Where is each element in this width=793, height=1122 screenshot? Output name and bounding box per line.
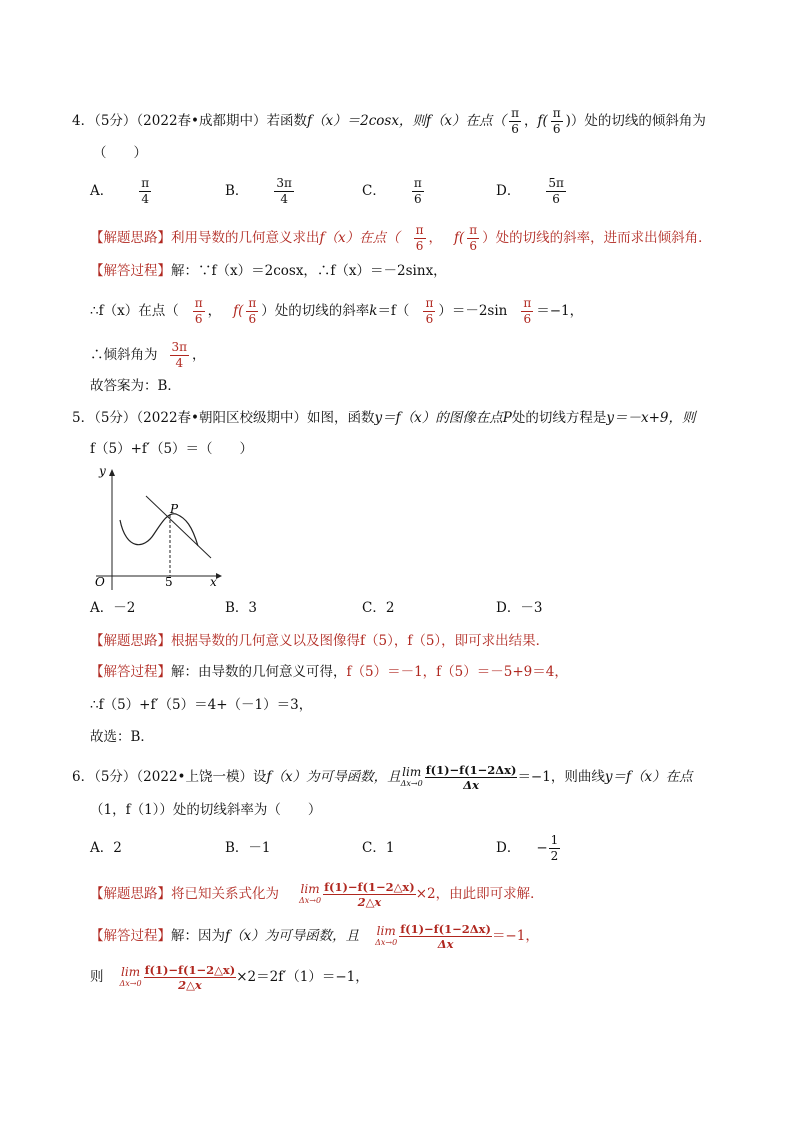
q4-option-d — [496, 176, 569, 207]
separator: ， — [207, 303, 222, 319]
stem-eq: y＝－x+9，则 — [606, 410, 696, 426]
option-label: A． — [90, 600, 114, 616]
q6-option-d — [496, 833, 563, 864]
option-value: 1 — [385, 840, 395, 856]
idea-tag: 【解题思路】 — [90, 230, 171, 246]
numerator: π — [523, 296, 532, 310]
q4-pi-over-6-arg — [551, 106, 563, 137]
q4-pi-over-6 — [509, 106, 521, 137]
denominator: 4 — [280, 192, 288, 206]
numerator: π — [511, 106, 519, 120]
denominator: 4 — [175, 356, 184, 370]
option-label: D． — [496, 183, 521, 199]
q6-stem — [72, 763, 693, 792]
stem-text: 5．（5分）（2022春•朝阳区校级期中）如图，函数 — [72, 410, 375, 426]
q4-stem-end: )）处的切线的倾斜角为 — [565, 113, 706, 129]
lim-word: lim — [300, 881, 320, 896]
numerator: π — [415, 223, 424, 237]
tangent-line — [146, 496, 211, 558]
denominator: 2△x — [178, 978, 202, 992]
q4-stem-text: 4．（5分）（2022春•成都期中）若函数 — [72, 113, 307, 129]
text: ＝f（ — [377, 303, 410, 319]
option-label: C． — [362, 840, 386, 856]
frac — [170, 340, 190, 371]
y-axis-arrow — [109, 469, 115, 476]
q6-solution-process — [90, 922, 539, 951]
denominator: 6 — [425, 312, 434, 326]
frac — [193, 296, 205, 327]
y-axis-label: y — [99, 464, 106, 478]
q5-process-line2: ∴f（5）+f′（5）＝4+（－1）＝3， — [90, 697, 313, 713]
option-frac — [139, 176, 151, 207]
idea-text: 利用导数的几何意义求出 — [171, 230, 320, 246]
option-value: －1 — [248, 840, 271, 856]
text: 则 — [90, 969, 104, 985]
stem-func: f（x）为可导函数，且 — [266, 769, 401, 785]
q6-limit — [400, 764, 423, 789]
option-value: 2 — [113, 840, 122, 856]
q5-answer: 故选：B． — [90, 729, 154, 745]
numerator: π — [469, 223, 478, 237]
q4-stem — [72, 106, 706, 137]
option-value: －2 — [113, 600, 136, 616]
denominator: 6 — [552, 122, 561, 136]
x-axis-arrow — [216, 573, 222, 579]
option-label: A． — [90, 183, 114, 199]
q5-stem-line2: f（5）+f′（5）＝（ ） — [90, 441, 254, 457]
option-label: C． — [362, 600, 386, 616]
q4-option-b — [225, 176, 297, 207]
q4-paren: （ ） — [93, 145, 147, 161]
q4-option-c — [362, 176, 427, 207]
stem-curve: y＝f（x）在点 — [604, 769, 693, 785]
process-value: ＝−1， — [491, 928, 539, 944]
text: ×2＝2f′（1）＝−1， — [236, 969, 369, 985]
k-var: k — [369, 303, 378, 319]
process-limit-frac — [399, 922, 492, 951]
option-sign: − — [536, 840, 548, 856]
frac — [423, 296, 435, 327]
idea-limit — [299, 881, 322, 906]
frac — [414, 223, 426, 254]
line2-limit — [119, 964, 142, 989]
lim-word: lim — [402, 764, 422, 779]
option-label: A． — [90, 840, 114, 856]
q5-function-graph — [88, 462, 228, 590]
numerator: π — [248, 296, 257, 310]
q5-option-a — [90, 599, 135, 617]
q4-solution-idea — [90, 223, 712, 254]
denominator: 2 — [550, 849, 559, 863]
numerator: π — [552, 106, 561, 120]
stem-text: 6．（5分）（2022•上饶一模）设 — [72, 769, 267, 785]
idea-end: ）处的切线的斜率，进而求出倾斜角． — [482, 230, 712, 246]
option-value: 3 — [248, 600, 258, 616]
q4-option-a — [90, 176, 154, 207]
stem-text: 处的切线方程是 — [511, 410, 607, 426]
line2-limit-frac — [144, 963, 237, 992]
q5-option-c — [362, 599, 394, 617]
q6-solution-idea — [90, 880, 544, 909]
denominator: 6 — [523, 312, 532, 326]
option-frac — [546, 176, 566, 207]
idea-end: ×2，由此即可求解． — [415, 886, 544, 902]
frac — [246, 296, 258, 327]
text: ）处的切线的斜率 — [261, 303, 370, 319]
lim-sub: Δx→0 — [299, 895, 322, 905]
option-value: －3 — [520, 600, 543, 616]
idea-limit-frac — [323, 880, 416, 909]
numerator: π — [425, 296, 434, 310]
denominator: Δx — [437, 937, 454, 951]
numerator: 3π — [276, 176, 292, 190]
point-p-label: P — [170, 502, 179, 516]
option-label: B． — [225, 840, 249, 856]
numerator: 5π — [548, 176, 564, 190]
process-text: f（x）为可导函数，且 — [225, 928, 360, 944]
f-open: f( — [233, 303, 244, 319]
q5-option-b — [225, 599, 257, 617]
q6-option-b — [225, 839, 271, 857]
numerator: π — [141, 176, 150, 190]
option-label: D． — [496, 840, 521, 856]
q6-option-c — [362, 839, 394, 857]
denominator: 4 — [141, 192, 150, 206]
lim-word: lim — [121, 964, 141, 979]
stem-func: y＝f（x）的图像在点 — [374, 410, 503, 426]
denominator: 6 — [248, 312, 257, 326]
option-label: D． — [496, 600, 521, 616]
lim-sub: Δx→0 — [119, 978, 142, 988]
origin-label: O — [95, 575, 105, 589]
stem-text: ＝−1，则曲线 — [517, 769, 605, 785]
denominator: 6 — [552, 192, 560, 206]
frac — [521, 296, 533, 327]
q4-function: f（x）＝2cosx，则 — [307, 113, 426, 129]
denominator: 6 — [413, 192, 422, 206]
idea-text: 根据导数的几何意义以及图像得f（5），f（5），即可求出结果． — [171, 633, 550, 649]
lim-word: lim — [376, 923, 396, 938]
idea-tag: 【解题思路】 — [90, 633, 171, 649]
denominator: 6 — [469, 239, 478, 253]
numerator: f(1)−f(1−2△x) — [144, 963, 236, 977]
process-tag: 【解答过程】 — [90, 263, 171, 279]
process-text: 解：因为 — [171, 928, 225, 944]
numerator: π — [413, 176, 422, 190]
process-tag: 【解答过程】 — [90, 664, 171, 680]
q4-process-line3 — [90, 340, 206, 371]
text: ＝−1， — [536, 303, 584, 319]
idea-tag: 【解题思路】 — [90, 886, 171, 902]
process-text: 解：∵f（x）＝2cosx，∴f（x）＝－2sinx， — [171, 263, 447, 279]
denominator: 6 — [194, 312, 203, 326]
process-tag: 【解答过程】 — [90, 928, 171, 944]
option-label: B． — [225, 183, 249, 199]
q4-point-text: f（x）在点（ — [425, 113, 507, 129]
option-value: 2 — [385, 600, 395, 616]
option-frac — [274, 176, 294, 207]
q4-solution-process — [90, 262, 447, 280]
separator: ， — [523, 113, 538, 129]
process-values: f（5）＝－1，f（5）＝－5+9＝4， — [346, 664, 568, 680]
text: ）＝－2sin — [438, 303, 508, 319]
numerator: f(1)−f(1−2Δx) — [400, 922, 491, 936]
denominator: 2△x — [357, 895, 382, 909]
x-axis-label: x — [210, 575, 217, 589]
process-limit — [375, 923, 398, 948]
q4-process-line2 — [90, 296, 583, 327]
q5-stem — [72, 409, 696, 427]
lim-sub: Δx→0 — [400, 778, 423, 788]
option-frac — [549, 833, 561, 864]
numerator: π — [194, 296, 203, 310]
option-label: C． — [362, 183, 386, 199]
q5-solution-idea — [90, 632, 549, 650]
text: ∴f（x）在点（ — [90, 303, 179, 319]
q6-stem-line2: （1，f（1））处的切线斜率为（ ） — [90, 802, 322, 818]
lim-sub: Δx→0 — [375, 937, 398, 947]
q4-answer: 故答案为：B． — [90, 378, 181, 394]
denominator: 6 — [511, 122, 519, 136]
separator: ， — [428, 230, 443, 246]
numerator: f(1)−f(1−2Δx) — [425, 763, 517, 777]
f-open: f( — [537, 113, 548, 129]
q5-option-d — [496, 599, 542, 617]
f-open: f( — [454, 230, 465, 246]
option-frac — [412, 176, 424, 207]
text: ∴倾斜角为 — [90, 347, 158, 363]
process-text: 解：由导数的几何意义可得， — [171, 664, 347, 680]
text: ， — [192, 347, 206, 363]
numerator: 3π — [171, 340, 188, 354]
tick-label-5: 5 — [165, 575, 173, 589]
q6-process-line2 — [90, 963, 369, 992]
q6-limit-frac — [425, 763, 518, 792]
idea-text: 将已知关系式化为 — [171, 886, 279, 902]
stem-point: P — [502, 410, 512, 426]
numerator: 1 — [550, 833, 559, 847]
idea-point: f（x）在点（ — [319, 230, 400, 246]
function-curve — [120, 514, 198, 546]
denominator: Δx — [463, 778, 479, 792]
q5-solution-process — [90, 663, 568, 681]
frac — [467, 223, 479, 254]
numerator: f(1)−f(1−2△x) — [324, 880, 415, 894]
option-label: B． — [225, 600, 249, 616]
q6-option-a — [90, 839, 122, 857]
denominator: 6 — [415, 239, 424, 253]
